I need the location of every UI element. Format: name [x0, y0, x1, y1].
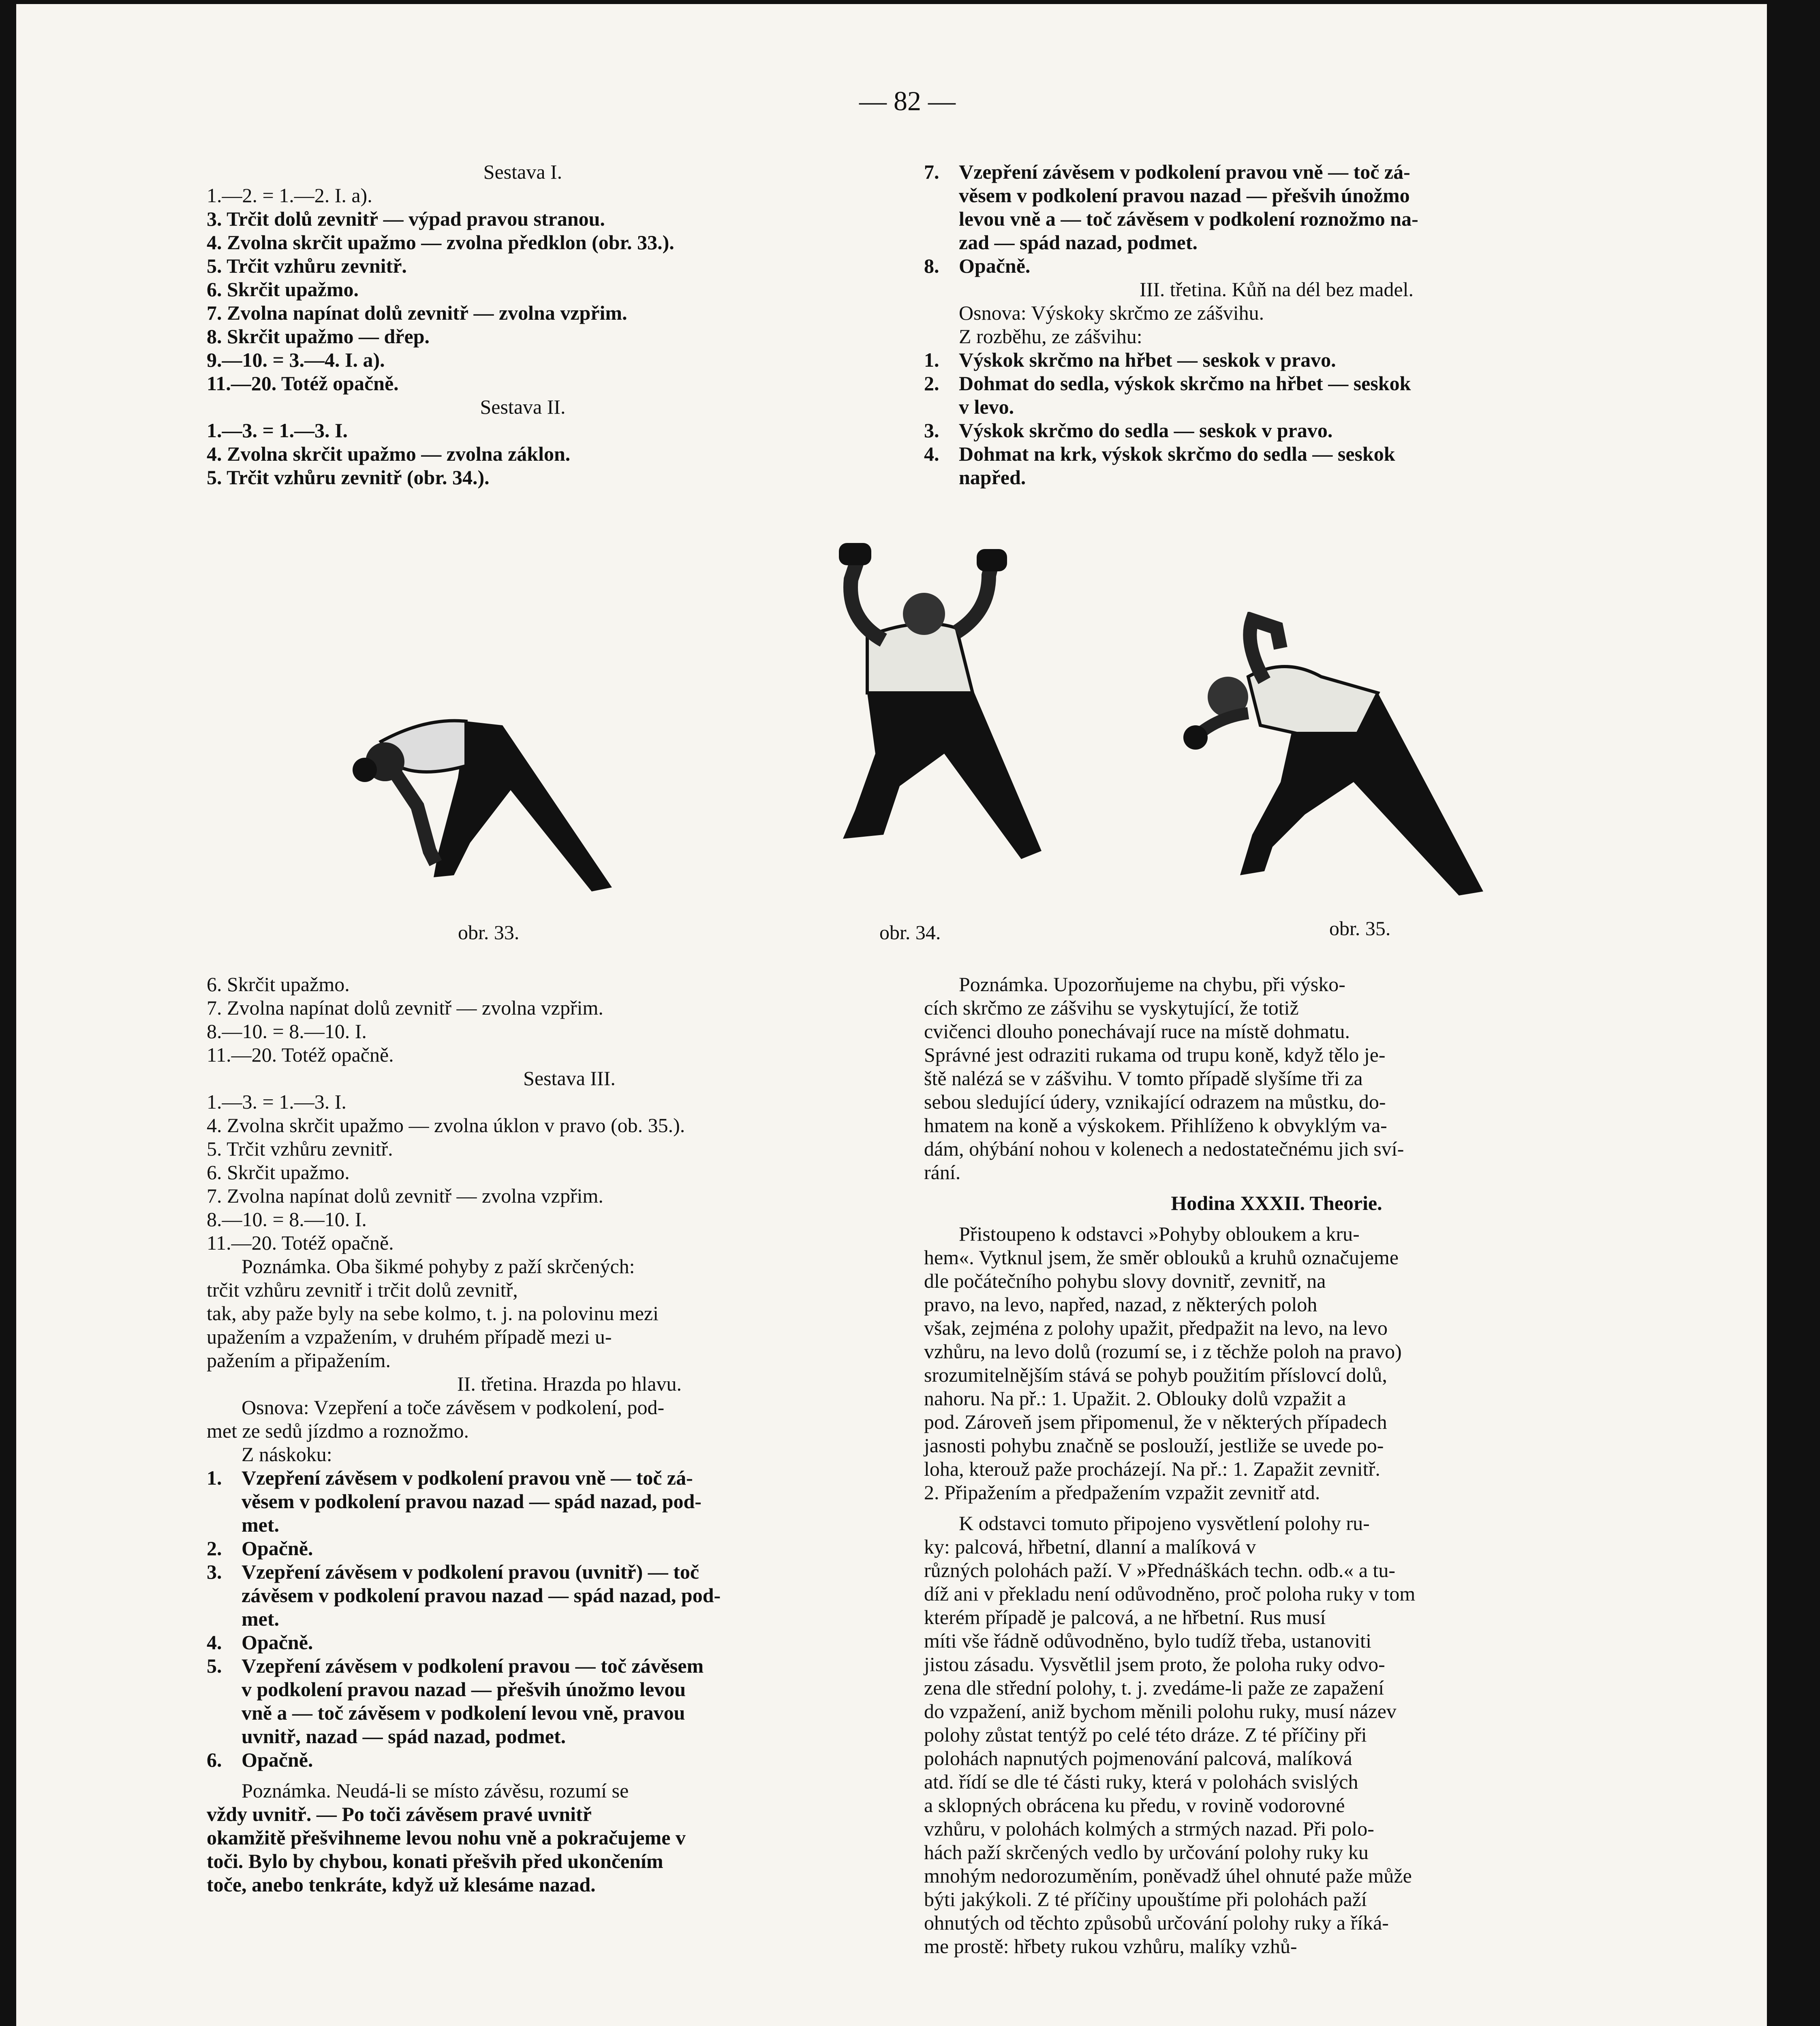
text-line	[207, 1631, 932, 1654]
fig33-dumbbell	[353, 758, 377, 782]
text-line: srozumitelnějším stává se pohyb použitím příslovcí dolů,	[924, 1363, 1387, 1386]
text-line: levou vně a — toč závěsem v podkolení roznožmo na-	[959, 207, 1418, 230]
text-line: 4. Zvolna skrčit upažmo — zvolna záklon.	[207, 442, 571, 465]
text-line: 5. Trčit vzhůru zevnitř.	[207, 1137, 393, 1160]
text-line: dle počátečního pohybu slovy dovnitř, zevnitř, na	[924, 1269, 1326, 1292]
text-line: atd. řídí se dle té části ruky, která v polohách svislých	[924, 1770, 1358, 1793]
text-line: pod. Zároveň jsem připomenul, že v některých případech	[924, 1411, 1387, 1433]
text-line: hách paží skrčených vedlo by určování polohy ruky ku	[924, 1841, 1369, 1864]
text-line: Poznámka. Oba šikmé pohyby z paží skrčených:	[242, 1255, 635, 1278]
text-line: různých polohách paží. V »Přednáškách techn. odb.« a tu-	[924, 1559, 1396, 1581]
section-heading: II. třetina. Hrazda po hlavu.	[457, 1372, 682, 1395]
text-line: věsem v podkolení pravou nazad — přešvih únožmo	[959, 184, 1410, 207]
text-line: 8.—10. = 8.—10. I.	[207, 1208, 367, 1231]
text-line	[207, 1466, 932, 1490]
figure-35-caption: obr. 35.	[1329, 917, 1391, 940]
text-line: však, zejména z polohy upažit, předpažit na levo, na levo	[924, 1316, 1388, 1339]
item-number: 1.	[924, 348, 939, 371]
text-line: nahoru. Na př.: 1. Upažit. 2. Oblouky dolů vzpažit a	[924, 1387, 1346, 1410]
item-text: Dohmat do sedla, výskok skrčmo na hřbet — seskok	[959, 372, 1411, 395]
fig33-arm	[393, 770, 436, 863]
text-line: ště nalézá se v zášvihu. V tomto případě slyšíme tři za	[924, 1067, 1363, 1090]
text-line: 8.—10. = 8.—10. I.	[207, 1020, 367, 1043]
text-line: 3. Trčit dolů zevnitř — výpad pravou stranou.	[207, 207, 605, 230]
right-top-column	[924, 160, 1629, 489]
text-line: pažením a připažením.	[207, 1349, 391, 1372]
text-line: míti vše řádně odůvodněno, bylo tudíž třeba, ustanoviti	[924, 1629, 1371, 1652]
item-text: Opačně.	[959, 254, 1031, 277]
text-line: 5. Trčit vzhůru zevnitř.	[207, 254, 407, 277]
text-line: met ze sedů jízdmo a roznožmo.	[207, 1419, 469, 1442]
figure-34-gymnast-illustration	[786, 543, 1102, 908]
text-line: 8. Skrčit upažmo — dřep.	[207, 325, 430, 348]
fig34-left-arm	[851, 555, 883, 640]
text-line	[924, 254, 1629, 278]
fig34-right-dumbbell	[977, 549, 1007, 571]
item-number: 8.	[924, 254, 939, 277]
text-line: býti jakýkoli. Z té příčiny upouštíme při polohách paží	[924, 1888, 1367, 1911]
right-bottom-column	[924, 972, 1629, 1958]
text-line: ohnutých od těchto způsobů určování polohy ruky a říká-	[924, 1911, 1389, 1934]
item-text: Opačně.	[242, 1631, 313, 1654]
text-line	[924, 160, 1629, 184]
fig35-dumbbell	[1183, 725, 1208, 750]
section-heading: Sestava II.	[480, 395, 566, 418]
text-line: napřed.	[959, 466, 1026, 489]
text-line: Správné jest odraziti rukama od trupu koně, když tělo je-	[924, 1043, 1386, 1066]
text-line: 1.—3. = 1.—3. I.	[207, 1090, 346, 1113]
text-line: Z rozběhu, ze zášvihu:	[959, 325, 1142, 348]
left-bottom-column	[207, 972, 932, 1896]
text-line: díž ani v překladu není odůvodněno, proč poloha ruky v tom	[924, 1582, 1416, 1605]
text-line	[924, 442, 1629, 466]
text-line: pravo, na levo, napřed, nazad, z některých poloh	[924, 1293, 1317, 1316]
text-line: 7. Zvolna napínat dolů zevnitř — zvolna vzpřim.	[207, 301, 627, 324]
text-line: 4. Zvolna skrčit upažmo — zvolna úklon v pravo (ob. 35.).	[207, 1114, 685, 1137]
text-line: rání.	[924, 1161, 961, 1184]
text-line: v levo.	[959, 395, 1014, 418]
text-line: ky: palcová, hřbetní, dlanní a malíková v	[924, 1535, 1256, 1558]
item-number: 4.	[924, 442, 939, 465]
item-text: Opačně.	[242, 1748, 313, 1771]
fig34-head	[903, 593, 945, 635]
text-line: Poznámka. Upozorňujeme na chybu, při výsko-	[959, 973, 1345, 996]
item-number: 3.	[924, 419, 939, 442]
text-line	[207, 1560, 932, 1584]
text-line: sebou sledující údery, vznikající odrazem na můstku, do-	[924, 1090, 1386, 1113]
text-line	[924, 348, 1629, 372]
text-line: zena dle střední polohy, t. j. zvedáme-li paže ze zapažení	[924, 1676, 1384, 1699]
text-line: Osnova: Vzepření a toče závěsem v podkolení, pod-	[242, 1396, 665, 1419]
item-number: 2.	[207, 1537, 222, 1560]
text-line: jistou zásadu. Vysvětlil jsem proto, že poloha ruky odvo-	[924, 1653, 1385, 1676]
text-line: vždy uvnitř. — Po toči závěsem pravé uvnitř	[207, 1803, 592, 1825]
text-line: kterém případě je palcová, a ne hřbetní. Rus musí	[924, 1606, 1326, 1628]
text-line: 4. Zvolna skrčit upažmo — zvolna předklon (obr. 33.).	[207, 231, 674, 254]
text-line: zad — spád nazad, podmet.	[959, 231, 1198, 254]
item-text: Vzepření závěsem v podkolení pravou vně — toč zá-	[242, 1466, 693, 1489]
text-line: upažením a vzpažením, v druhém případě mezi u-	[207, 1325, 612, 1348]
text-line: 2. Připažením a předpažením vzpažit zevnitř atd.	[924, 1481, 1320, 1504]
item-text: Výskok skrčmo do sedla — seskok v pravo.	[959, 419, 1333, 442]
text-line: 7. Zvolna napínat dolů zevnitř — zvolna vzpřim.	[207, 1184, 603, 1207]
text-line: 7. Zvolna napínat dolů zevnitř — zvolna vzpřim.	[207, 996, 603, 1019]
text-line: 6. Skrčit upažmo.	[207, 973, 350, 996]
text-line: 9.—10. = 3.—4. I. a).	[207, 348, 385, 371]
fig34-left-dumbbell	[839, 543, 871, 565]
text-line	[924, 419, 1629, 442]
text-line: met.	[242, 1607, 279, 1630]
text-line: okamžitě přešvihneme levou nohu vně a pokračujeme v	[207, 1826, 686, 1849]
text-line: Z náskoku:	[242, 1443, 332, 1466]
item-text: Vzepření závěsem v podkolení pravou — toč závěsem	[242, 1654, 704, 1677]
text-line	[207, 1654, 932, 1678]
page	[16, 4, 1767, 2026]
figure-33-caption: obr. 33.	[458, 921, 520, 944]
item-number: 5.	[207, 1654, 222, 1677]
text-line: do vzpažení, aniž bychom měnili polohu ruky, musí název	[924, 1700, 1397, 1723]
text-line: trčit vzhůru zevnitř i trčit dolů zevnitř,	[207, 1278, 518, 1301]
text-line: Přistoupeno k odstavci »Pohyby obloukem a kru-	[959, 1222, 1360, 1245]
text-line: me prostě: hřbety rukou vzhůru, malíky vzhů-	[924, 1935, 1297, 1958]
item-number: 7.	[924, 160, 939, 183]
figure-34-caption: obr. 34.	[879, 921, 941, 944]
section-heading: Sestava III.	[523, 1067, 616, 1090]
section-heading: Hodina XXXII. Theorie.	[1171, 1192, 1382, 1214]
text-line: 11.—20. Totéž opačně.	[207, 1043, 394, 1066]
text-line: loha, kterouž paže procházejí. Na př.: 1. Zapažit zevnitř.	[924, 1458, 1380, 1480]
text-line: mnohým nedorozuměním, poněvadž úhel ohnuté paže může	[924, 1864, 1412, 1887]
text-line: polohách napnutých pojmenování palcová, malíková	[924, 1747, 1352, 1770]
item-text: Opačně.	[242, 1537, 313, 1560]
item-number: 3.	[207, 1560, 222, 1583]
text-line: Osnova: Výskoky skrčmo ze zášvihu.	[959, 301, 1264, 324]
text-line: závěsem v podkolení pravou nazad — spád nazad, pod-	[242, 1584, 721, 1607]
item-number: 1.	[207, 1466, 222, 1489]
text-line	[924, 372, 1629, 395]
text-line: toče, anebo tenkráte, když už klesáme nazad.	[207, 1873, 596, 1896]
text-line: cích skrčmo ze zášvihu se vyskytující, že totiž	[924, 996, 1299, 1019]
text-line: 1.—2. = 1.—2. I. a).	[207, 184, 372, 207]
section-heading: III. třetina. Kůň na dél bez madel.	[1139, 278, 1414, 301]
item-text: Výskok skrčmo na hřbet — seskok v pravo.	[959, 348, 1336, 371]
left-top-column	[207, 160, 839, 489]
text-line: hmatem na koně a výskokem. Přihlíženo k obvyklým va-	[924, 1114, 1387, 1137]
item-text: Vzepření závěsem v podkolení pravou vně — toč zá-	[959, 160, 1410, 183]
text-line: v podkolení pravou nazad — přešvih únožmo levou	[242, 1678, 686, 1701]
item-number: 6.	[207, 1748, 222, 1771]
section-heading: Sestava I.	[483, 160, 562, 183]
figure-33-gymnast-illustration	[332, 709, 657, 900]
text-line: 1.—3. = 1.—3. I.	[207, 419, 348, 442]
text-line: 11.—20. Totéž opačně.	[207, 1231, 394, 1254]
item-text: Dohmat na krk, výskok skrčmo do sedla — seskok	[959, 442, 1395, 465]
text-line: K odstavci tomuto připojeno vysvětlení polohy ru-	[959, 1512, 1370, 1534]
text-line: uvnitř, nazad — spád nazad, podmet.	[242, 1725, 566, 1748]
text-line: Poznámka. Neudá-li se místo závěsu, rozumí se	[242, 1779, 629, 1802]
text-line	[207, 1748, 932, 1772]
page-number: — 82 —	[859, 85, 956, 116]
text-line: hem«. Vytknul jsem, že směr oblouků a kruhů označujeme	[924, 1246, 1399, 1269]
item-number: 4.	[207, 1631, 222, 1654]
text-line: věsem v podkolení pravou nazad — spád nazad, pod-	[242, 1490, 701, 1513]
text-line: 6. Skrčit upažmo.	[207, 278, 359, 301]
text-line: 5. Trčit vzhůru zevnitř (obr. 34.).	[207, 466, 490, 489]
text-line: jasnosti pohybu značně se poslouží, jestliže se uvede po-	[924, 1434, 1384, 1457]
item-text: Vzepření závěsem v podkolení pravou (uvnitř) — toč	[242, 1560, 699, 1583]
text-line: cvičenci dlouho ponechávají ruce na místě dohmatu.	[924, 1020, 1350, 1043]
fig34-legs	[843, 689, 1042, 859]
text-line: vzhůru, na levo dolů (rozumí se, i z těchže poloh na pravo)	[924, 1340, 1402, 1363]
text-line	[207, 1537, 932, 1560]
text-line: a sklopných obrácena ku předu, v rovině vodorovné	[924, 1794, 1345, 1817]
text-line: met.	[242, 1513, 279, 1536]
fig35-lower-arm	[1200, 713, 1248, 733]
text-line: polohy zůstat tentýž po celé této dráze. Z té příčiny při	[924, 1723, 1367, 1746]
item-number: 2.	[924, 372, 939, 395]
text-line: 11.—20. Totéž opačně.	[207, 372, 399, 395]
text-line: 6. Skrčit upažmo.	[207, 1161, 350, 1184]
text-line: vně a — toč závěsem v podkolení levou vně, pravou	[242, 1701, 685, 1724]
figure-35-gymnast-illustration	[1183, 612, 1491, 904]
text-line: dám, ohýbání nohou v kolenech a nedostatečnému jich sví-	[924, 1137, 1404, 1160]
text-line: tak, aby paže byly na sebe kolmo, t. j. na polovinu mezi	[207, 1302, 659, 1325]
text-line: toči. Bylo by chybou, konati přešvih před ukončením	[207, 1850, 663, 1872]
text-line: vzhůru, v polohách kolmých a strmých nazad. Při polo-	[924, 1817, 1374, 1840]
